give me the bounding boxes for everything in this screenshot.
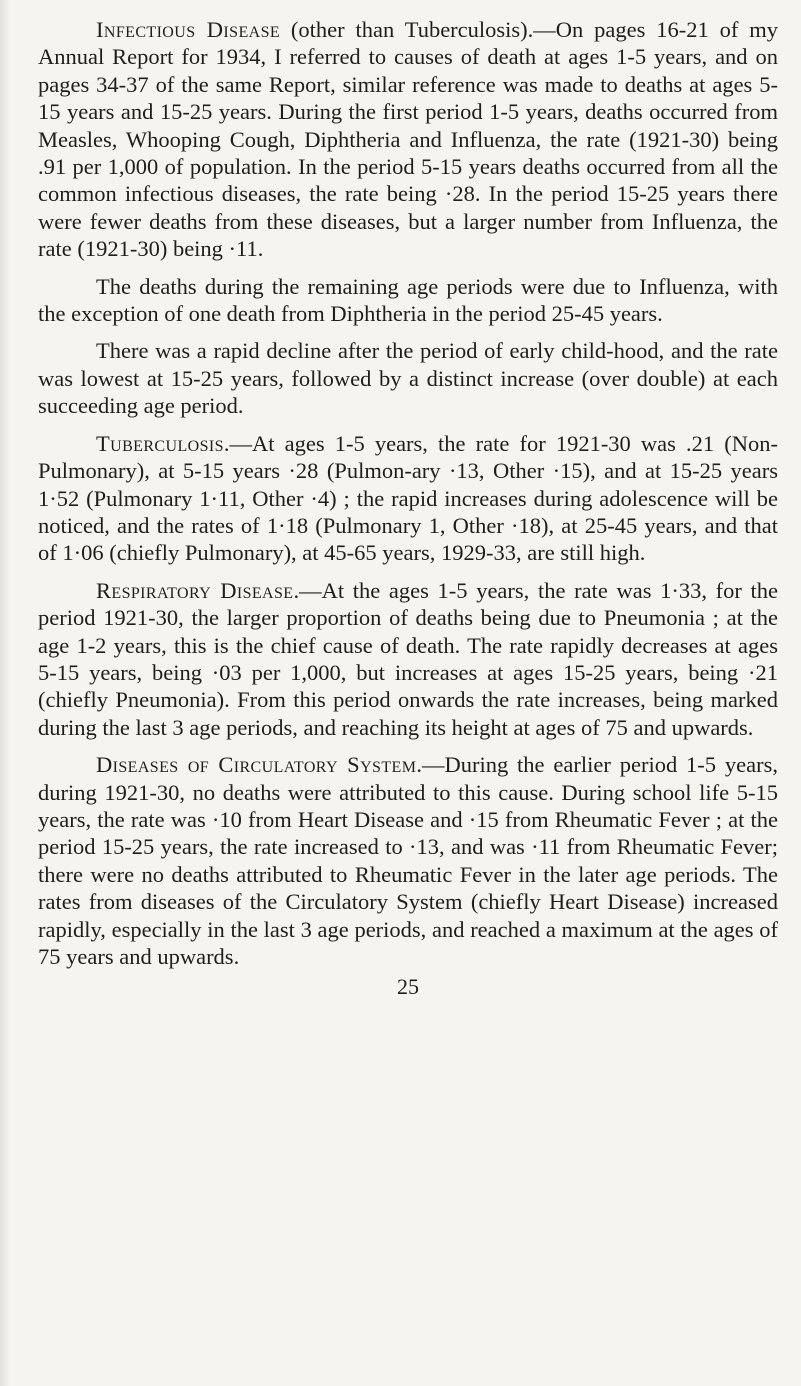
paragraph-circulatory-system — [38, 751, 778, 970]
section-heading-circulatory-system: Diseases of Circulatory System — [96, 752, 417, 778]
paragraph-body: (other than Tuberculosis).—On pages 16-21 of my Annual Report for 1934, I referred to causes of death at ages 1-5 years, and on pages 34-37 of the same Report, similar reference was made to deaths at ages 5-15 years and 15-25 years. During the first period 1-5 years, deaths occurred from Measles, Whooping Cough, Diphtheria and Influenza, the rate (1921-30) being .91 per 1,000 of population. In the period 5-15 years deaths occurred from all the common infectious diseases, the rate being ·28. In the period 15-25 years there were fewer deaths from these diseases, but a larger number from Influenza, the rate (1921-30) being ·11. — [38, 17, 778, 262]
paragraph-rapid-decline: There was a rapid decline after the period of early child-hood, and the rate was lowest at 15-25 years, followed by a distinct increase (over double) at each succeeding age period. — [38, 338, 778, 419]
paragraph-body: .—At the ages 1-5 years, the rate was 1·33, for the period 1921-30, the larger proportion of deaths being due to Pneumonia ; at the age 1-2 years, this is the chief cause of death. The rate rapidly decreases at ages 5-15 years, being ·03 per 1,000, but increases at ages 15-25 years, being ·21 (chiefly Pneumonia). From this period onwards the rate increases, being marked during the last 3 age periods, and reaching its height at ages of 75 and upwards. — [38, 577, 779, 740]
section-heading-respiratory-disease: Respiratory Disease — [96, 577, 294, 603]
section-heading-infectious-disease: Infectious Disease — [96, 17, 281, 42]
paragraph-body: .—At ages 1-5 years, the rate for 1921-30 was .21 (Non-Pulmonary), at 5-15 years ·28 (Pulmon-ary ·13, Other ·15), and at 15-25 years 1·52 (Pulmonary 1·11, Other ·4) ; the rapid increases during adolescence will be noticed, and the rates of 1·18 (Pulmonary 1, Other ·18), at 25-45 years, and that of 1·06 (chiefly Pulmonary), at 45-65 years, 1929-33, are still high. — [38, 430, 778, 566]
document-page — [38, 16, 778, 1000]
page-number: 25 — [397, 974, 419, 1000]
paragraph-infectious-disease — [38, 16, 778, 263]
page-edge-shadow — [0, 0, 10, 1386]
paragraph-tuberculosis — [38, 430, 778, 567]
paragraph-body: .—During the earlier period 1-5 years, during 1921-30, no deaths were attributed to this cause. During school life 5-15 years, the rate was ·10 from Heart Disease and ·15 from Rheumatic Fever ; at the period 15-25 years, the rate increased to ·13, and was ·11 from Rheumatic Fever; there were no deaths attributed to Rheumatic Fever in the later age periods. The rates from diseases of the Circulatory System (chiefly Heart Disease) increased rapidly, especially in the last 3 age periods, and reached a maximum at the ages of 75 years and upwards. — [38, 752, 778, 969]
paragraph-remaining-age-periods: The deaths during the remaining age periods were due to Influenza, with the exception of one death from Diphtheria in the period 25-45 years. — [38, 273, 778, 327]
paragraph-respiratory-disease — [38, 577, 778, 741]
section-heading-tuberculosis: Tuberculosis — [96, 430, 224, 456]
